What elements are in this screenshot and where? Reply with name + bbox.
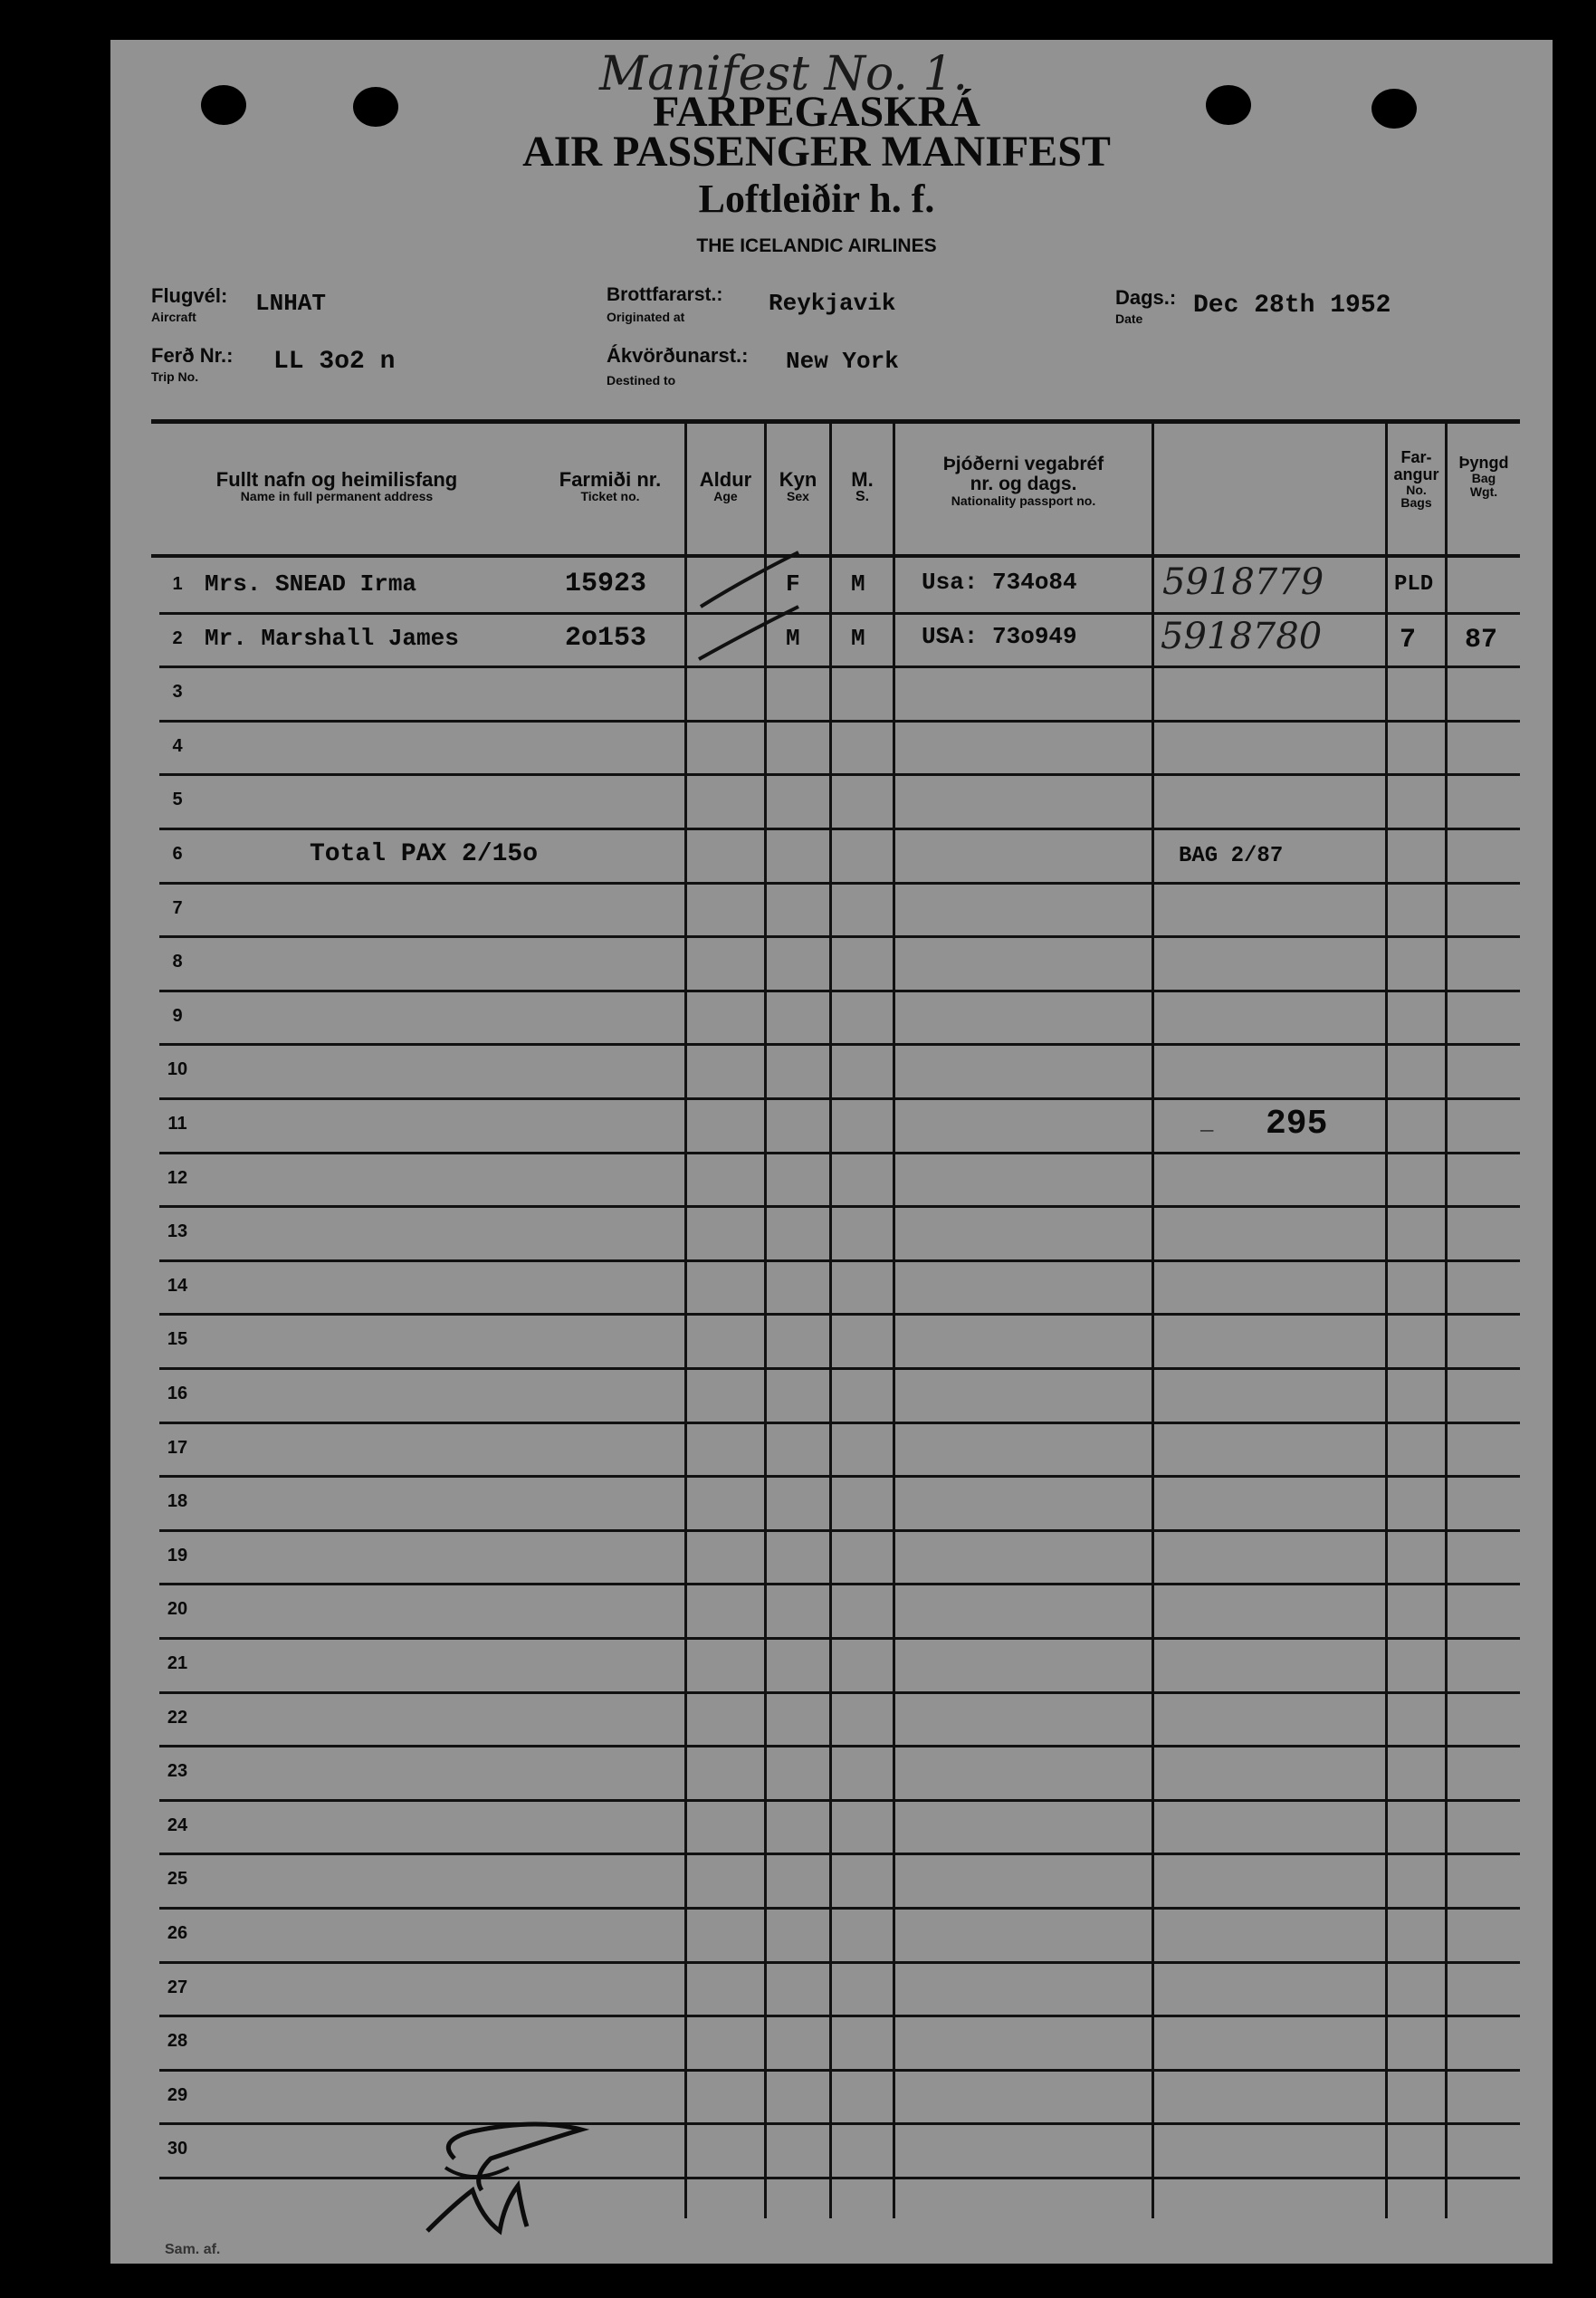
destination-label: Ákvörðunarst.: bbox=[607, 344, 749, 367]
column-divider bbox=[829, 422, 832, 2218]
row-rule bbox=[159, 1043, 1520, 1046]
row-rule bbox=[159, 2015, 1520, 2017]
row-number: 24 bbox=[167, 1815, 188, 1835]
date-label: Dags.: bbox=[1115, 286, 1177, 309]
row-rule bbox=[159, 720, 1520, 723]
destination-label-en: Destined to bbox=[607, 373, 676, 388]
row-number: 16 bbox=[167, 1384, 188, 1403]
aircraft-label: Flugvél: bbox=[151, 284, 228, 307]
column-header-bags-en2: Bags bbox=[1400, 495, 1432, 511]
row-rule bbox=[159, 1799, 1520, 1802]
row-number: 9 bbox=[172, 1006, 183, 1026]
date-label-en: Date bbox=[1115, 311, 1143, 326]
column-header-nationality-is1: Þjóðerni vegabréf bbox=[942, 454, 1104, 474]
row-rule bbox=[159, 1853, 1520, 1855]
column-header-weight-en2: Wgt. bbox=[1469, 484, 1498, 499]
column-header-ticket-is: Farmiði nr. bbox=[559, 468, 662, 491]
row-number: 4 bbox=[172, 736, 183, 756]
passenger-1-handwritten-number: 5918779 bbox=[1162, 561, 1324, 603]
manifest-sheet bbox=[110, 40, 1553, 2264]
table-top-rule bbox=[151, 419, 1520, 424]
row-rule bbox=[159, 1422, 1520, 1424]
passenger-2-ticket: 2o153 bbox=[565, 623, 647, 654]
airline-name: Loftleiðir h. f. bbox=[698, 177, 935, 221]
passenger-1-passport: Usa: 734o84 bbox=[922, 569, 1077, 596]
row-number: 1 bbox=[172, 574, 183, 594]
row-rule bbox=[159, 2069, 1520, 2072]
row-number: 21 bbox=[167, 1653, 188, 1673]
column-header-sex-en: Sex bbox=[787, 489, 809, 504]
column-header-marital-status bbox=[832, 469, 893, 505]
title-icelandic: FARPEGASKRÁ bbox=[653, 88, 980, 136]
airline-subtitle: THE ICELANDIC AIRLINES bbox=[696, 235, 937, 256]
passenger-2-bags: 7 bbox=[1400, 625, 1417, 656]
date-value: Dec 28th 1952 bbox=[1193, 292, 1391, 320]
origin-label-en: Originated at bbox=[607, 310, 685, 324]
row-11-dash: _ bbox=[1200, 1112, 1214, 1136]
handwritten-manifest-number: Manifest No. 1. bbox=[599, 47, 969, 101]
column-divider bbox=[684, 422, 687, 2218]
column-header-ticket-en: Ticket no. bbox=[580, 489, 640, 504]
row-rule bbox=[159, 1691, 1520, 1694]
trip-label-en: Trip No. bbox=[151, 369, 199, 384]
row-number: 26 bbox=[167, 1923, 188, 1943]
passenger-1-bags: PLD bbox=[1394, 572, 1434, 597]
row-rule bbox=[159, 2177, 1520, 2179]
column-divider bbox=[1152, 422, 1154, 2218]
row-rule bbox=[159, 1583, 1520, 1585]
column-header-age-is: Aldur bbox=[699, 468, 752, 491]
passenger-2-passport: USA: 73o949 bbox=[922, 623, 1077, 650]
passenger-1-ticket: 15923 bbox=[565, 569, 647, 599]
column-header-sex-is: Kyn bbox=[779, 468, 817, 491]
column-header-name bbox=[165, 469, 509, 503]
row-rule bbox=[159, 1529, 1520, 1532]
row-rule bbox=[159, 1637, 1520, 1640]
row-rule bbox=[159, 990, 1520, 992]
row-number: 15 bbox=[167, 1329, 188, 1349]
column-header-ms-is: M. bbox=[851, 468, 874, 491]
row-rule bbox=[159, 1367, 1520, 1370]
column-header-name-en: Name in full permanent address bbox=[240, 489, 434, 504]
row-number: 22 bbox=[167, 1708, 188, 1728]
age-strike-marks bbox=[681, 543, 862, 661]
row-rule bbox=[159, 1313, 1520, 1316]
row-rule bbox=[159, 1907, 1520, 1910]
row-rule bbox=[159, 665, 1520, 668]
column-divider bbox=[764, 422, 767, 2218]
row-number: 12 bbox=[167, 1168, 188, 1188]
age-strike-mark-2 bbox=[699, 607, 798, 659]
age-strike-mark-1 bbox=[701, 552, 798, 607]
row-number: 30 bbox=[167, 2139, 188, 2159]
row-number: 2 bbox=[172, 628, 183, 648]
row-number: 8 bbox=[172, 952, 183, 972]
row-rule bbox=[159, 1205, 1520, 1208]
handwritten-signature bbox=[418, 2104, 617, 2240]
row-rule bbox=[159, 2122, 1520, 2125]
column-header-sex bbox=[767, 469, 829, 503]
row-number: 23 bbox=[167, 1761, 188, 1781]
row-rule bbox=[159, 935, 1520, 938]
column-header-weight-is: Þyngd bbox=[1458, 454, 1509, 472]
column-header-bags-is2: angur bbox=[1393, 464, 1439, 484]
column-header-weight-en1: Bag bbox=[1471, 470, 1496, 485]
row-rule bbox=[159, 1259, 1520, 1262]
passenger-2-sex: M bbox=[786, 625, 800, 652]
column-divider bbox=[893, 422, 895, 2218]
destination-value: New York bbox=[786, 348, 899, 375]
column-header-ms-en: S. bbox=[855, 489, 870, 505]
column-header-bags-is1: Far- bbox=[1400, 448, 1432, 466]
column-header-age-en: Age bbox=[713, 489, 738, 504]
row-rule bbox=[159, 882, 1520, 885]
bag-total: BAG 2/87 bbox=[1179, 844, 1284, 868]
row-number: 20 bbox=[167, 1599, 188, 1619]
row-number: 25 bbox=[167, 1869, 188, 1889]
passenger-2-handwritten-number: 5918780 bbox=[1161, 616, 1323, 657]
column-divider bbox=[1445, 422, 1448, 2218]
row-number: 18 bbox=[167, 1491, 188, 1511]
column-header-bags-en1: No. bbox=[1406, 482, 1427, 497]
title-english: AIR PASSENGER MANIFEST bbox=[522, 128, 1111, 176]
row-rule bbox=[159, 1152, 1520, 1154]
passenger-1-marital-status: M bbox=[851, 570, 865, 598]
origin-value: Reykjavik bbox=[769, 290, 896, 317]
row-rule bbox=[159, 1097, 1520, 1100]
row-rule bbox=[159, 1961, 1520, 1964]
column-header-weight bbox=[1448, 455, 1520, 498]
row-number: 17 bbox=[167, 1438, 188, 1458]
passenger-1-sex: F bbox=[786, 570, 800, 598]
row-rule bbox=[159, 828, 1520, 830]
column-divider bbox=[1385, 422, 1388, 2218]
footer-stamp: Sam. af. bbox=[165, 2242, 221, 2257]
column-header-age bbox=[687, 469, 764, 503]
row-number: 5 bbox=[172, 790, 183, 809]
row-number: 6 bbox=[172, 844, 183, 864]
row-number: 19 bbox=[167, 1546, 188, 1566]
row-rule bbox=[159, 1475, 1520, 1478]
column-header-bags bbox=[1388, 449, 1445, 510]
row-number: 28 bbox=[167, 2031, 188, 2051]
passenger-2-weight: 87 bbox=[1465, 625, 1498, 656]
row-number: 7 bbox=[172, 898, 183, 918]
row-number: 10 bbox=[167, 1059, 188, 1079]
passenger-1-name: Mrs. SNEAD Irma bbox=[205, 570, 417, 598]
row-11-figure: 295 bbox=[1266, 1105, 1328, 1144]
trip-label: Ferð Nr.: bbox=[151, 344, 234, 367]
row-number: 13 bbox=[167, 1221, 188, 1241]
passenger-2-name: Mr. Marshall James bbox=[205, 625, 459, 652]
passenger-2-marital-status: M bbox=[851, 625, 865, 652]
column-header-ticket bbox=[536, 469, 684, 503]
total-passengers: Total PAX 2/15o bbox=[310, 840, 539, 868]
origin-label: Brottfararst.: bbox=[607, 284, 723, 305]
row-number: 29 bbox=[167, 2085, 188, 2105]
column-header-nationality bbox=[895, 455, 1152, 508]
row-number: 3 bbox=[172, 682, 183, 702]
column-header-name-is: Fullt nafn og heimilisfang bbox=[215, 468, 458, 491]
row-number: 14 bbox=[167, 1276, 188, 1296]
row-rule bbox=[159, 773, 1520, 776]
trip-value: LL 3o2 n bbox=[273, 348, 396, 376]
row-number: 27 bbox=[167, 1977, 188, 1997]
aircraft-value: LNHAT bbox=[255, 290, 327, 317]
row-number: 11 bbox=[167, 1114, 187, 1134]
column-header-nationality-is2: nr. og dags. bbox=[970, 474, 1077, 495]
row-rule bbox=[159, 1745, 1520, 1747]
aircraft-label-en: Aircraft bbox=[151, 310, 196, 324]
column-header-nationality-en: Nationality passport no. bbox=[951, 493, 1096, 509]
